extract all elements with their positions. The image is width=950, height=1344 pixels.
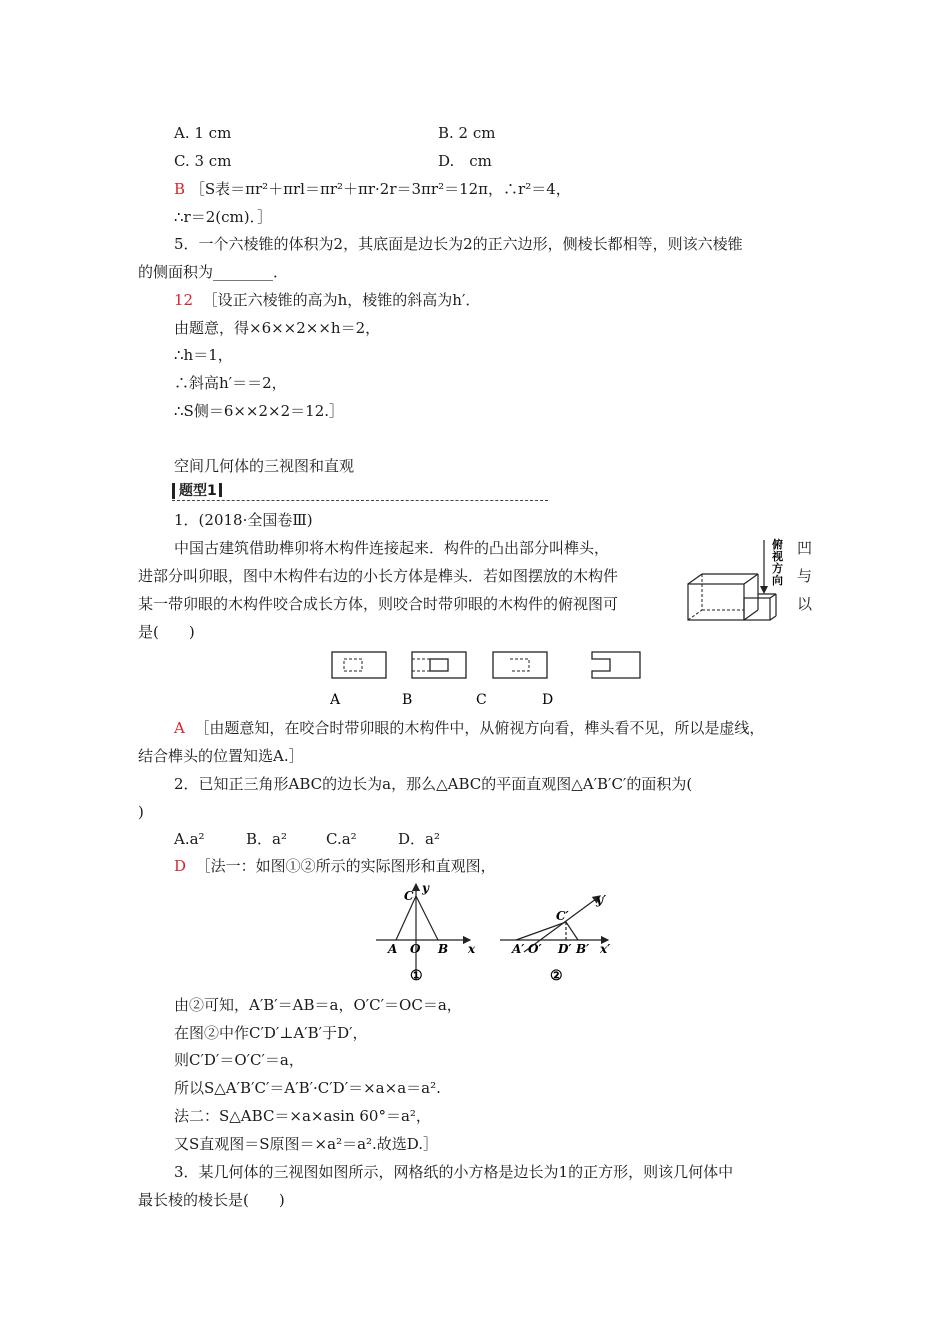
p1-stem-line1: 中国古建筑借助榫卯将木构件连接起来．构件的凸出部分叫榫头， xyxy=(174,539,610,557)
q5-stem-line2: 的侧面积为________． xyxy=(138,263,289,281)
q5-answer-line1 xyxy=(174,290,480,310)
choice-c-label: C xyxy=(476,692,487,708)
fig-label-xiang: 向 xyxy=(772,574,783,587)
p2-answer-line5: 所以S△A′B′C′＝A′B′·C′D′＝×a×a＝a². xyxy=(174,1079,441,1097)
q4-option-a: A. 1 cm xyxy=(174,124,232,142)
choice-figures xyxy=(330,648,646,712)
q4-answer-letter: B xyxy=(174,180,186,198)
fig1-label-a: A xyxy=(388,942,398,956)
fig2-label-o: O′ xyxy=(528,942,542,956)
q5-answer-line4: ∴斜高h′＝＝2， xyxy=(174,374,287,392)
p3-stem-line1: 3．某几何体的三视图如图所示，网格纸的小方格是边长为1的正方形，则该几何体中 xyxy=(174,1163,734,1181)
p2-answer-line1 xyxy=(174,856,496,876)
fig1-label-o: O xyxy=(410,942,421,956)
p1-stem-line4: 是( ) xyxy=(138,623,195,641)
triangle-abc-prime xyxy=(516,922,578,940)
q5-answer-line5: ∴S侧＝6××2×2＝12.］ xyxy=(174,402,345,420)
fig-label-fu: 俯 xyxy=(772,538,783,551)
p2-answer-letter: D xyxy=(174,857,187,875)
q5-answer-letter: 12 xyxy=(174,291,194,309)
q4-answer-line1 xyxy=(174,179,571,199)
fig-label-fang: 方 xyxy=(772,562,783,575)
fig1-label-x: x xyxy=(468,942,476,956)
fig2-label-y: y′ xyxy=(596,893,607,907)
fig1-label-b: B xyxy=(438,942,449,956)
p2-option-a: A.a² xyxy=(174,830,205,848)
q4-option-b: B. 2 cm xyxy=(438,124,496,142)
choice-d-label: D xyxy=(542,692,554,708)
fig1-label-y: y xyxy=(422,881,429,895)
fig1-number: ① xyxy=(410,968,423,984)
fig2-label-a: A′ xyxy=(512,942,525,956)
p2-answer-line4: 则C′D′＝O′C′＝a， xyxy=(174,1051,304,1069)
p2-option-b: B．a² xyxy=(246,830,287,848)
p3-stem-line2: 最长棱的棱长是( ) xyxy=(138,1191,285,1209)
p1-answer-line2: 结合榫头的位置知选A.］ xyxy=(138,747,304,765)
p2-answer-line6: 法二：S△ABC＝×a×asin 60°＝a²， xyxy=(174,1107,431,1125)
q4-answer-line2: ∴r＝2(cm)．］ xyxy=(174,208,273,226)
section-divider xyxy=(172,500,548,501)
choice-b-rect xyxy=(412,652,466,678)
choice-a-label: A xyxy=(330,692,341,708)
triangle-figures xyxy=(370,880,632,988)
q4-option-d: D. cm xyxy=(438,152,492,170)
q5-stem-line1: 5．一个六棱锥的体积为2，其底面是边长为2的正六边形，侧棱长都相等，则该六棱锥 xyxy=(174,235,743,253)
p1-side-char-3: 以 xyxy=(797,595,813,613)
type-tag: 题型1 xyxy=(172,483,222,499)
q5-answer-text1: ［设正六棱锥的高为h，棱锥的斜高为h′． xyxy=(202,291,481,309)
p2-option-c: C.a² xyxy=(326,830,357,848)
q4-answer-text1: ［S表＝πr²＋πrl＝πr²＋πr·2r＝3πr²＝12π，∴r²＝4， xyxy=(189,180,571,198)
fig2-label-b: B′ xyxy=(576,942,590,956)
p1-stem-line3: 某一带卯眼的木构件咬合成长方体，则咬合时带卯眼的木构件的俯视图可 xyxy=(138,595,619,613)
p1-answer-letter: A xyxy=(174,719,185,737)
q5-answer-line2: 由题意，得×6××2××h＝2， xyxy=(174,319,381,337)
section-title: 空间几何体的三视图和直观 xyxy=(174,457,355,475)
p1-answer-text1: ［由题意知，在咬合时带卯眼的木构件中，从俯视方向看，榫头看不见，所以是虚线， xyxy=(194,719,765,737)
triangle-abc xyxy=(396,896,438,940)
q5-answer-line3: ∴h＝1， xyxy=(174,346,233,364)
choice-d-shape xyxy=(592,652,640,678)
choice-b-label: B xyxy=(402,692,413,708)
p1-side-char-1: 凹 xyxy=(797,539,813,557)
q4-option-c: C. 3 cm xyxy=(174,152,232,170)
p1-answer-line1 xyxy=(174,718,764,738)
fig2-label-d: D′ xyxy=(558,942,572,956)
p2-answer-line3: 在图②中作C′D′⊥A′B′于D′， xyxy=(174,1024,368,1042)
choice-a-rect xyxy=(332,652,386,678)
p2-stem-line2: ) xyxy=(138,803,144,821)
p1-stem-line2: 进部分叫卯眼，图中木构件右边的小长方体是榫头．若如图摆放的木构件 xyxy=(138,567,619,585)
p2-answer-line7: 又S直观图＝S原图＝×a²＝a².故选D.］ xyxy=(174,1135,439,1153)
choice-c-rect xyxy=(493,652,547,678)
p2-answer-text1: ［法一：如图①②所示的实际图形和直观图， xyxy=(195,857,496,875)
fig1-label-c: C xyxy=(404,889,414,903)
wooden-component-figure xyxy=(686,536,792,626)
p2-stem-line1: 2．已知正三角形ABC的边长为a，那么△ABC的平面直观图△A′B′C′的面积为( xyxy=(174,775,693,793)
p1-header: 1．(2018·全国卷Ⅲ) xyxy=(174,511,313,529)
p2-answer-line2: 由②可知，A′B′＝AB＝a，O′C′＝OC＝a， xyxy=(174,996,462,1014)
p1-side-char-2: 与 xyxy=(797,567,813,585)
fig2-label-x: x′ xyxy=(600,942,611,956)
fig-label-shi: 视 xyxy=(772,550,783,563)
fig2-label-c: C′ xyxy=(556,909,569,923)
p2-option-d: D．a² xyxy=(398,830,440,848)
fig2-number: ② xyxy=(550,968,563,984)
